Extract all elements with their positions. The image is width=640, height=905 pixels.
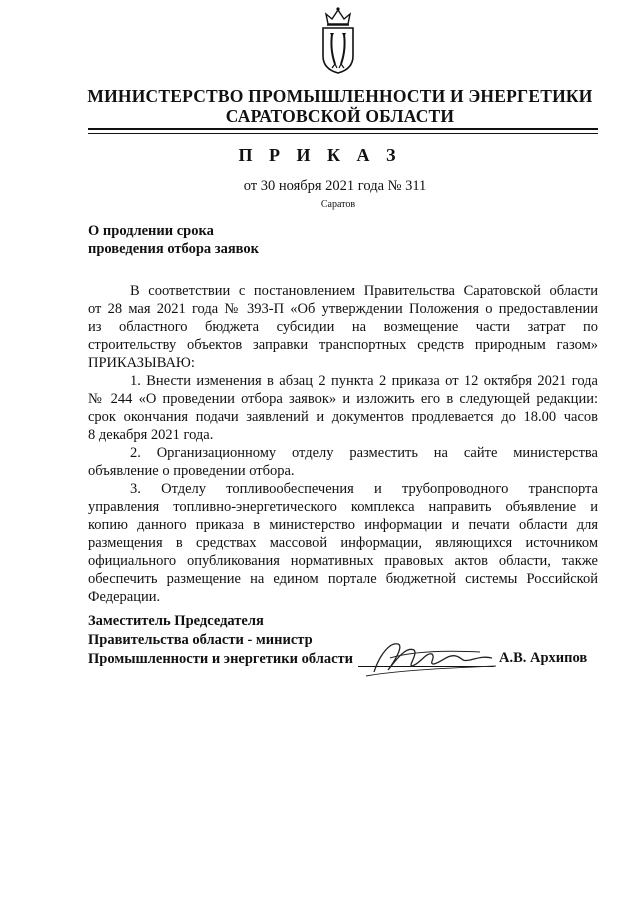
body-line: Федерации. bbox=[88, 589, 161, 605]
body-line: от 28 мая 2021 года № 393-П «Об утверждении Положения о предоставлении bbox=[88, 301, 598, 317]
saratov-coat-of-arms-icon bbox=[316, 6, 360, 76]
signatory-title-line3: Промышленности и энергетики области bbox=[88, 651, 354, 667]
ministry-name-line2: САРАТОВСКОЙ ОБЛАСТИ bbox=[225, 106, 455, 126]
body-line: срок окончания подачи заявлений и документов продлевается до 18.00 часов bbox=[88, 409, 598, 425]
body-line: копию данного приказа в министерство информации и печати области для bbox=[88, 517, 598, 533]
handwritten-signature bbox=[360, 632, 500, 680]
body-line: № 244 «О проведении отбора заявок» и изложить его в следующей редакции: bbox=[88, 391, 598, 407]
body-line: управления топливно-энергетического комплекса направить объявление и bbox=[88, 499, 598, 515]
body-line: размещения в средствах массовой информации, являющихся источником bbox=[88, 535, 598, 551]
body-line: строительству объектов заправки транспортных средств природным газом» bbox=[88, 337, 598, 353]
header-rule-thin bbox=[88, 133, 598, 134]
body-line: 8 декабря 2021 года. bbox=[88, 427, 214, 443]
body-line: объявление о проведении отбора. bbox=[88, 463, 295, 479]
body-line: ПРИКАЗЫВАЮ: bbox=[88, 355, 195, 371]
signatory-name: А.В. Архипов bbox=[499, 650, 588, 666]
subject-line2: проведения отбора заявок bbox=[88, 241, 260, 257]
subject-line1: О продлении срока bbox=[88, 223, 214, 239]
body-line: В соответствии с постановлением Правительства Саратовской области bbox=[130, 283, 598, 299]
body-line: обеспечить размещение на едином портале бюджетной системы Российской bbox=[88, 571, 598, 587]
document-body bbox=[88, 282, 598, 606]
body-line: из областного бюджета субсидии на возмещение части затрат по bbox=[88, 319, 598, 335]
signatory-title-line1: Заместитель Председателя bbox=[88, 613, 264, 629]
body-line: 2. Организационному отделу разместить на сайте министерства bbox=[130, 445, 598, 461]
body-line: 3. Отделу топливообеспечения и трубопроводного транспорта bbox=[130, 481, 598, 497]
body-line: официального опубликования нормативных правовых актов области, также bbox=[88, 553, 598, 569]
order-city: Саратов bbox=[320, 199, 356, 210]
signatory-title-line2: Правительства области - министр bbox=[88, 632, 313, 648]
ministry-name-line1: МИНИСТЕРСТВО ПРОМЫШЛЕННОСТИ И ЭНЕРГЕТИКИ bbox=[87, 86, 593, 106]
body-line: 1. Внести изменения в абзац 2 пункта 2 приказа от 12 октября 2021 года bbox=[130, 373, 598, 389]
order-date-number: от 30 ноября 2021 года № 311 bbox=[243, 178, 427, 194]
document-title: П Р И К А З bbox=[238, 145, 402, 165]
header-rule-thick bbox=[88, 128, 598, 130]
